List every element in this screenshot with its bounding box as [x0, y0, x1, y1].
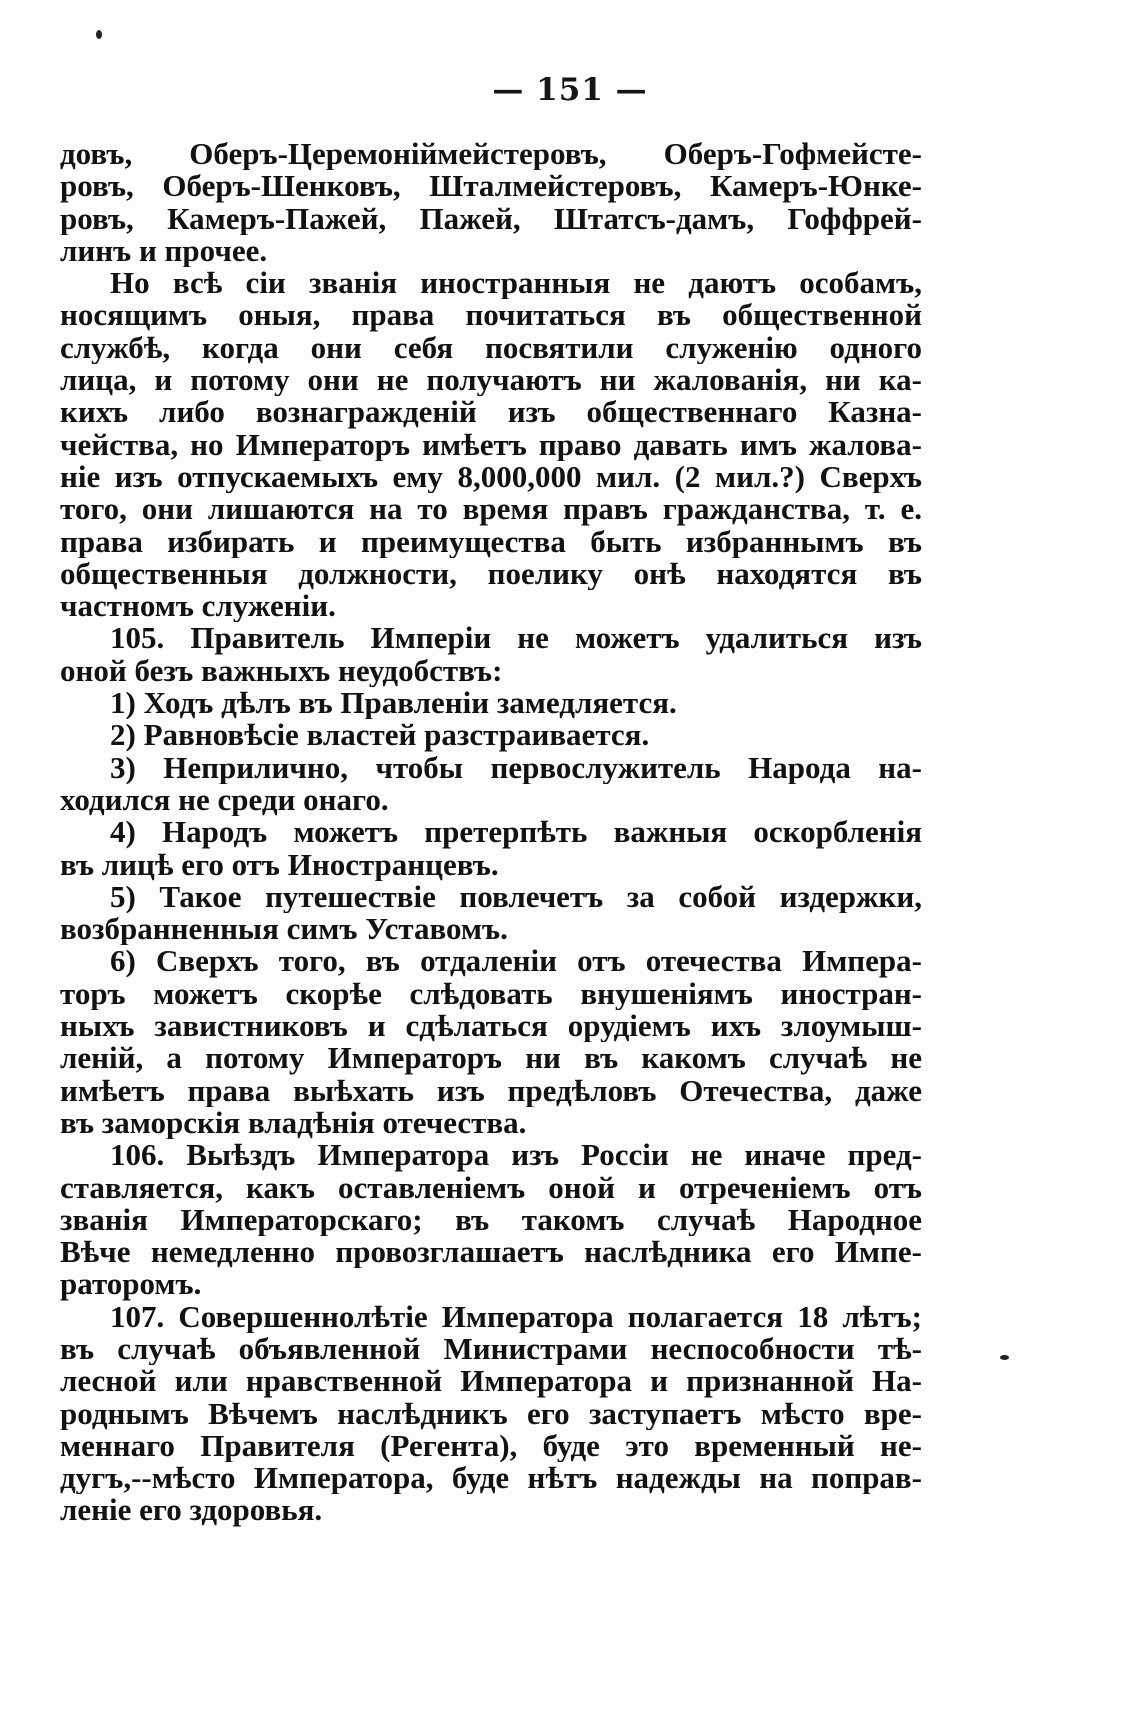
text-line: кихъ либо вознагражденій изъ общественнаго Казна-	[60, 396, 922, 429]
paragraph-105-item-3	[60, 752, 922, 817]
text-line: частномъ служеніи.	[60, 590, 336, 623]
text-line: въ лицѣ его отъ Иностранцевъ.	[60, 848, 499, 881]
text-line: 1) Ходъ дѣлъ въ Правленіи замедляется.	[110, 687, 677, 720]
text-line: имѣетъ права выѣхать изъ предѣловъ Отечества, даже	[60, 1074, 922, 1107]
text-line: леніе его здоровья.	[60, 1494, 323, 1527]
text-line: роднымъ Вѣчемъ наслѣдникъ его заступаетъ мѣсто вре-	[60, 1397, 922, 1430]
paragraph-105-item-2	[60, 719, 922, 751]
text-line: въ случаѣ объявленной Министрами неспособности тѣ-	[60, 1332, 922, 1366]
text-line: 2) Равновѣсіе властей разстраивается.	[110, 719, 650, 752]
text-line: возбранненныя симъ Уставомъ.	[60, 913, 508, 946]
text-line: ровъ, Камеръ-Пажей, Пажей, Штатсъ-дамъ, Гоффрей-	[60, 202, 922, 235]
text-line: 4) Народъ можетъ претерпѣть важныя оскорбленія	[110, 816, 922, 849]
paragraph-105-item-6	[60, 945, 922, 1139]
text-line: 3) Неприлично, чтобы первослужитель Народа на-	[110, 751, 922, 784]
text-line: Вѣче немедленно провозглашаетъ наслѣдника его Импе-	[60, 1236, 922, 1269]
text-line: 5) Такое путешествіе повлечетъ за собой издержки,	[110, 880, 922, 914]
page-number: — 151 —	[492, 72, 648, 108]
paragraph-ranks	[60, 267, 922, 622]
text-line: того, они лишаются на то время правъ гражданства, т. е.	[60, 493, 922, 526]
ink-speck	[96, 30, 102, 39]
paragraph-106	[60, 1139, 922, 1300]
text-line: носящимъ оныя, права почитаться въ общественной	[60, 299, 922, 332]
text-line: 106. Выѣздъ Императора изъ Россіи не иначе пред-	[110, 1139, 922, 1172]
text-line: лица, и потому они не получаютъ ни жалованія, ни ка-	[60, 364, 922, 397]
body-text	[60, 138, 922, 1527]
paragraph-107	[60, 1301, 922, 1527]
text-line: ставляется, какъ оставленіемъ оной и отреченіемъ отъ	[60, 1171, 922, 1204]
text-line: торъ можетъ скорѣе слѣдовать внушеніямъ иностран-	[60, 977, 922, 1011]
text-line: Но всѣ сіи званія иностранныя не даютъ особамъ,	[110, 267, 922, 300]
text-line: права избирать и преимущества быть избраннымъ въ	[60, 525, 922, 558]
text-line: дугъ,--мѣсто Императора, буде нѣтъ надежды на поправ-	[60, 1462, 922, 1495]
text-line: званія Императорскаго; въ такомъ случаѣ Народное	[60, 1203, 922, 1237]
text-line: общественныя должности, поелику онѣ находятся въ	[60, 557, 922, 591]
text-line: лесной или нравственной Императора и признанной На-	[60, 1365, 922, 1398]
paragraph-titles	[60, 138, 922, 267]
text-line: меннаго Правителя (Регента), буде это временный не-	[60, 1429, 922, 1463]
text-line: линъ и прочее.	[60, 234, 268, 268]
text-line: леній, а потому Императоръ ни въ какомъ случаѣ не	[60, 1042, 922, 1075]
text-line: службѣ, когда они себя посвятили служенію одного	[60, 331, 922, 365]
text-line: ровъ, Оберъ-Шенковъ, Шталмейстеровъ, Камеръ-Юнке-	[60, 170, 922, 203]
text-line: ходился не среди онаго.	[60, 783, 389, 817]
paragraph-105-item-4	[60, 816, 922, 881]
paragraph-105	[60, 622, 922, 687]
paragraph-105-item-1	[60, 687, 922, 719]
text-line: 105. Правитель Имперіи не можетъ удалиться изъ	[110, 622, 922, 655]
text-line: раторомъ.	[60, 1268, 202, 1301]
paragraph-105-item-5	[60, 881, 922, 946]
text-line: 6) Сверхъ того, въ отдаленіи отъ отечества Импера-	[110, 945, 922, 978]
text-line: чейства, но Императоръ имѣетъ право давать имъ жалова-	[60, 428, 922, 461]
text-line: оной безъ важныхъ неудобствъ:	[60, 654, 503, 688]
text-line: ныхъ завистниковъ и сдѣлаться орудіемъ ихъ злоумыш-	[60, 1010, 922, 1043]
text-line: въ заморскія владѣнія отечества.	[60, 1106, 527, 1140]
text-line: довъ, Оберъ-Церемоніймейстеровъ, Оберъ-Гофмейсте-	[60, 138, 922, 171]
text-line: ніе изъ отпускаемыхъ ему 8,000,000 мил. (2 мил.?) Сверхъ	[60, 460, 922, 494]
text-line: 107. Совершеннолѣтіе Императора полагается 18 лѣтъ;	[110, 1300, 922, 1333]
ink-speck	[1000, 1355, 1009, 1360]
